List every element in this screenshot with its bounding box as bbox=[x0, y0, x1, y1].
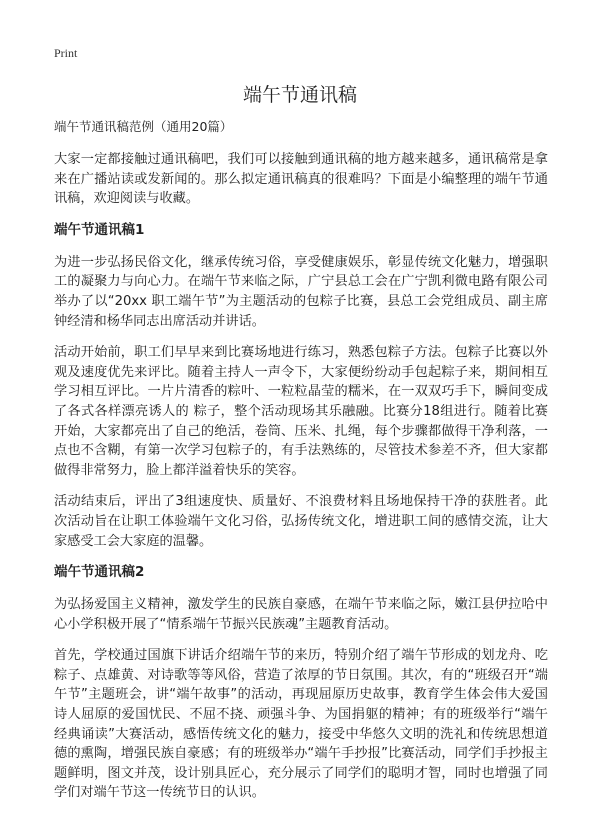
intro-paragraph: 大家一定都接触过通讯稿吧，我们可以接触到通讯稿的地方越来越多，通讯稿常是拿来在广播站读或发新闻的。那么拟定通讯稿真的很难吗？下面是小编整理的端午节通讯稿，欢迎阅读与收藏。 bbox=[54, 152, 548, 207]
section-1-paragraph: 活动结束后，评出了3组速度快、质量好、不浪费材料且场地保持干净的获胜者。此次活动旨在让职工体验端午文化习俗，弘扬传统文化，增进职工间的感情交流，让大家感受工会大家庭的温馨。 bbox=[54, 494, 548, 549]
document-body bbox=[54, 118, 548, 815]
section-2-paragraph: 首先，学校通过国旗下讲话介绍端午节的来历，特别介绍了端午节形成的划龙舟、吃粽子、点雄黄、对诗歌等等风俗，营造了浓厚的节日氛围。其次，有的“班级召开“端午节”主题班会，讲“端午故事”的活动，再现屈原历史故事，教育学生体会伟大爱国诗人屈原的爱国忧民、不屈不挠、顽强斗争、为国捐躯的精神；有的班级举行“端午经典诵读”大赛活动，感悟传统文化的魅力，接受中华悠久文明的洗礼和传统思想道德的熏陶，增强民族自豪感；有的班级举办“端午手抄报”比赛活动，同学们手抄报主题鲜明，图文并茂，设计别具匠心，充分展示了同学们的聪明才智，同时也增强了同学们对端午节这一传统节日的认识。 bbox=[54, 648, 548, 801]
section-1-paragraph: 活动开始前，职工们早早来到比赛场地进行练习，熟悉包粽子方法。包粽子比赛以外观及速度优先来评比。随着主持人一声令下，大家便纷纷动手包起粽子来，期间相互学习相互评比。一片片清香的粽叶、一粒粒晶莹的糯米，在一双双巧手下，瞬间变成了各式各样漂亮诱人的 粽子，整个活动现场其乐融融。比赛分18组进行。随着比赛开始，大家都亮出了自己的绝活，卷筒、压米、扎绳，每个步骤都做得干净利落，一点也不含糊，有第一次学习包粽子的，有手法熟练的，尽管技术参差不齐，但大家都做得非常努力，脸上都洋溢着快乐的笑容。 bbox=[54, 345, 548, 478]
document-subtitle: 端午节通讯稿范例（通用20篇） bbox=[54, 119, 233, 134]
section-1-paragraph: 为进一步弘扬民俗文化，继承传统习俗，享受健康娱乐，彰显传统文化魅力，增强职工的凝聚力与向心力。在端午节来临之际，广宁县总工会在广宁凯利微电路有限公司举办了以“20xx 职工端午节”为主题活动的包粽子比赛，县总工会党组成员、副主席钟经清和杨华同志出席活动并讲话。 bbox=[54, 254, 548, 329]
print-link[interactable]: Print bbox=[54, 46, 78, 60]
section-2-paragraph: 为弘扬爱国主义精神，激发学生的民族自豪感，在端午节来临之际，嫩江县伊拉哈中心小学积极开展了“情系端午节振兴民族魂”主题教育活动。 bbox=[54, 597, 548, 632]
document-title: 端午节通讯稿 bbox=[242, 84, 357, 106]
section-2-heading: 端午节通讯稿2 bbox=[54, 564, 145, 581]
section-1-heading: 端午节通讯稿1 bbox=[54, 221, 145, 238]
